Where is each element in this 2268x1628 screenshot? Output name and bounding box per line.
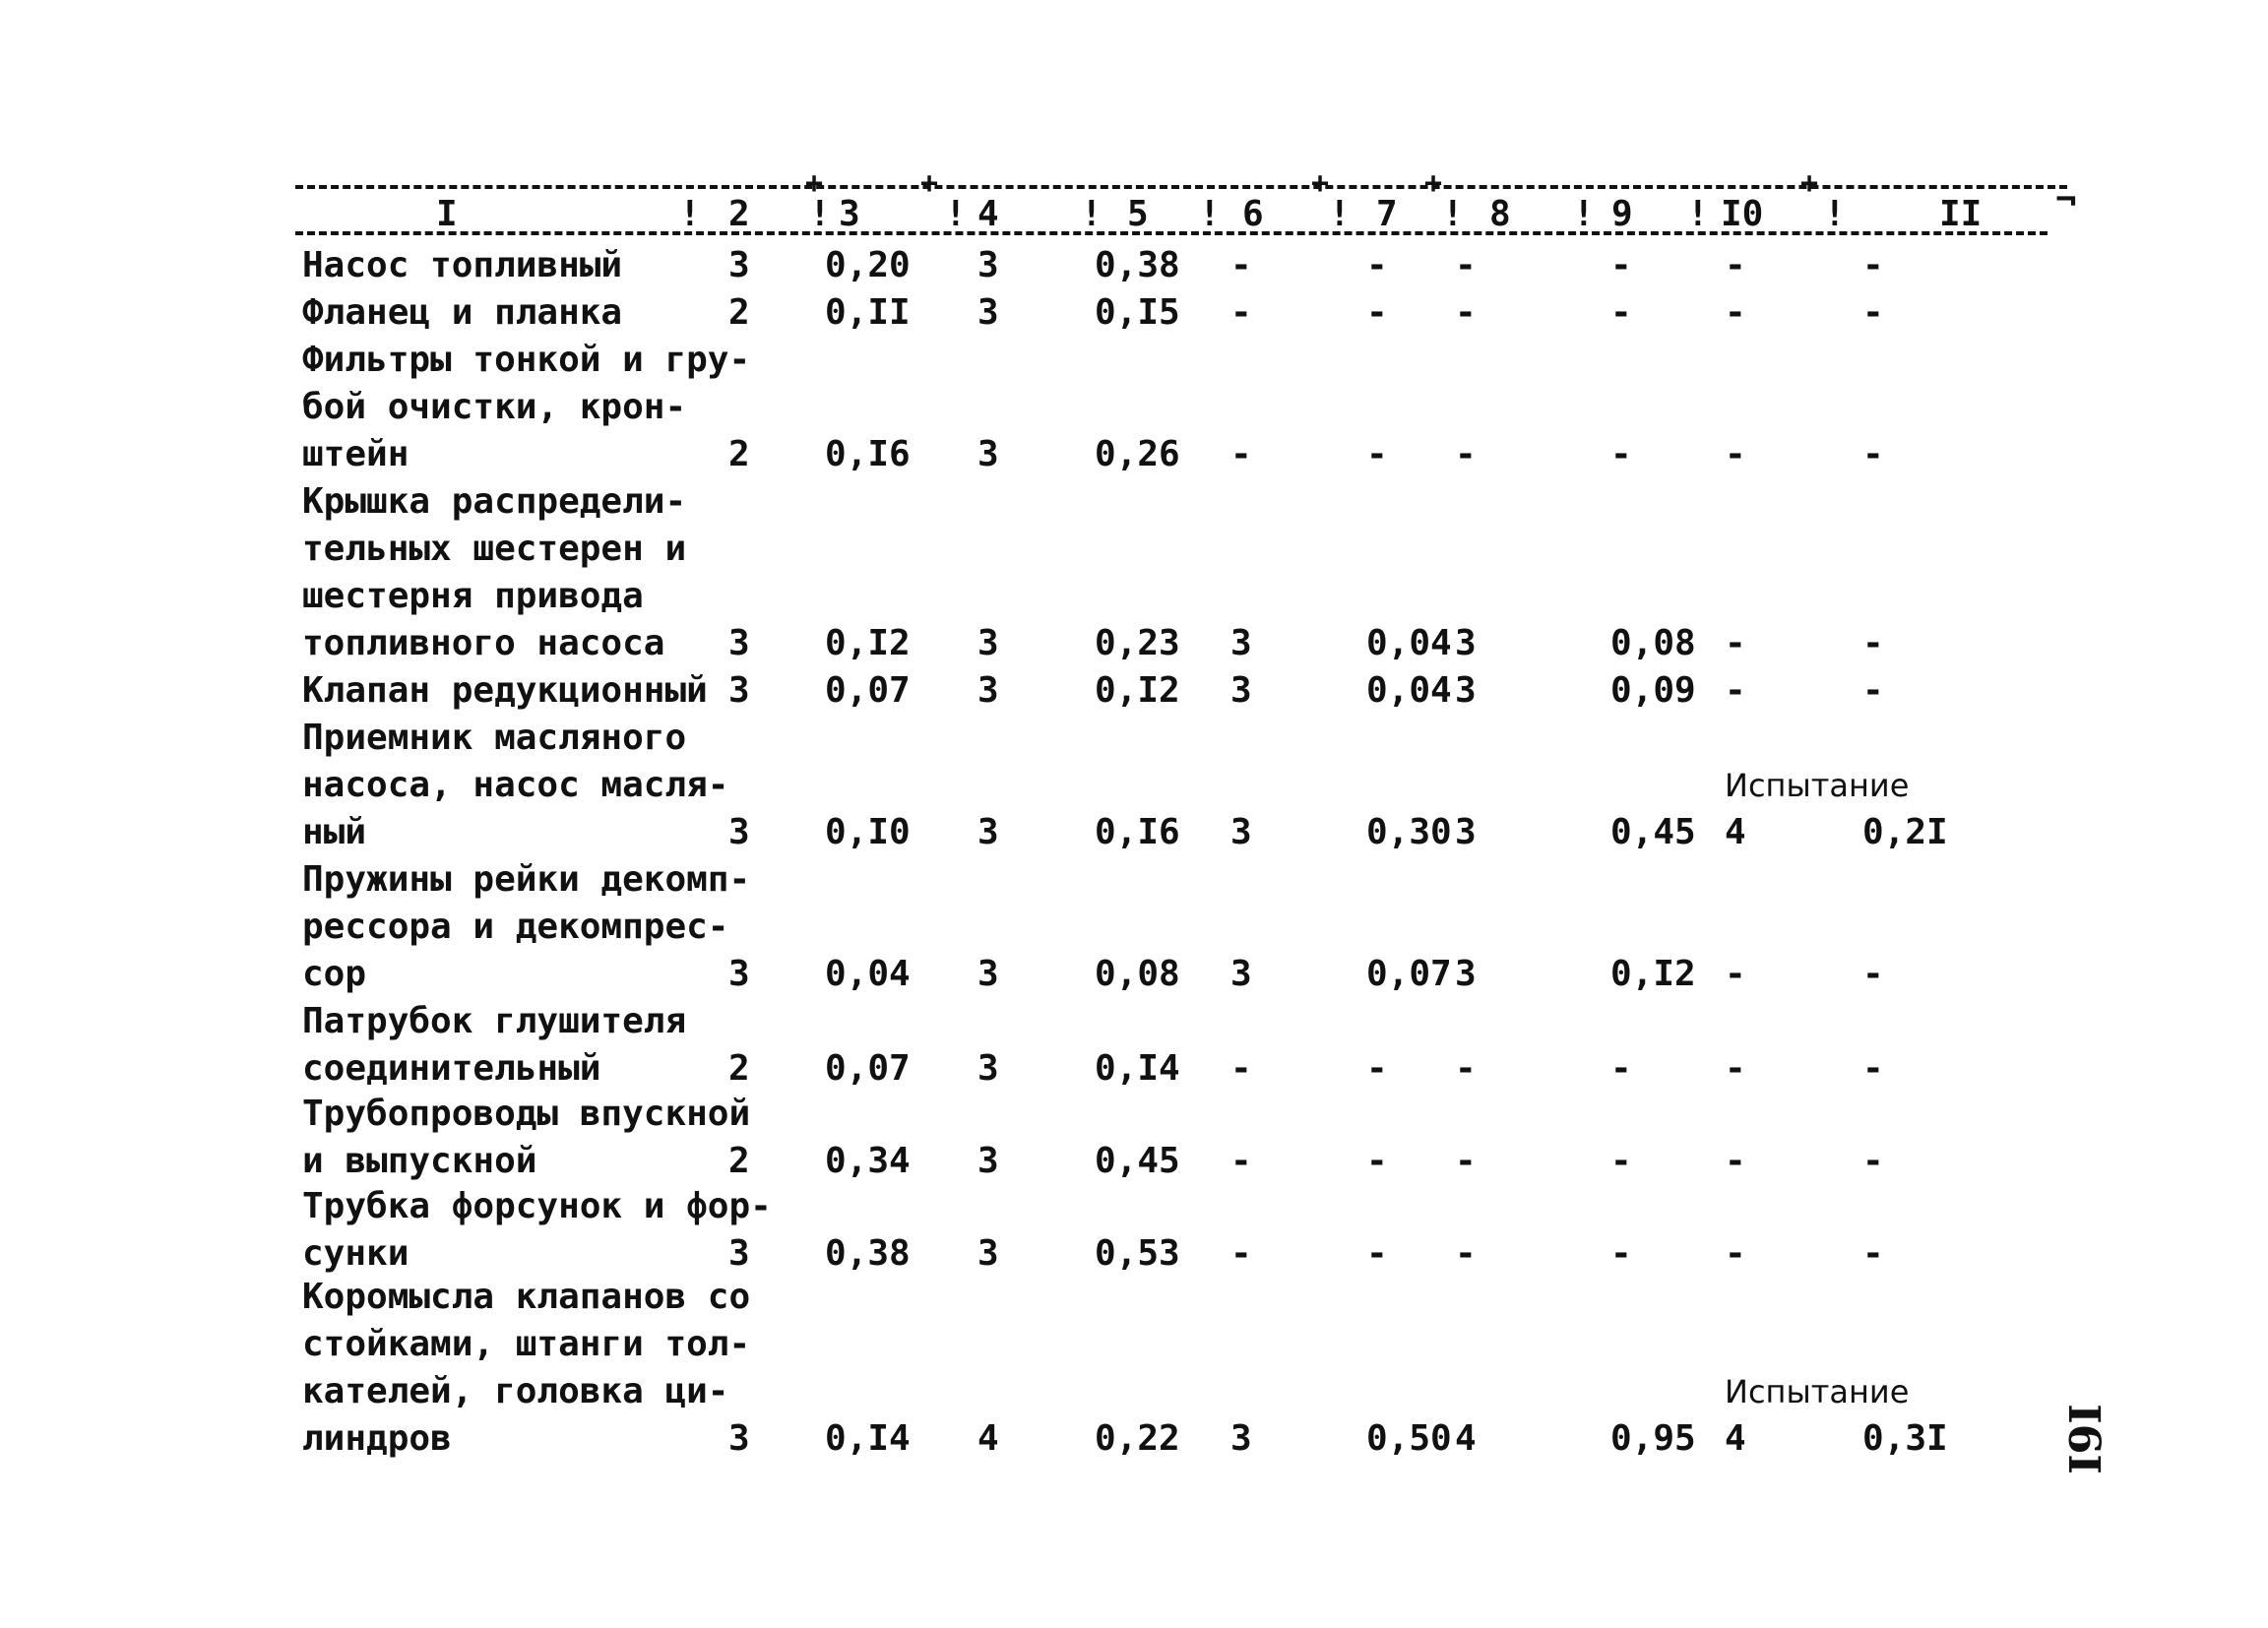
header-separator: ! [809, 194, 831, 234]
row-cell: - [1725, 434, 1746, 474]
row-cell: 3 [1230, 954, 1252, 994]
row-cell: - [1725, 670, 1746, 711]
row-cell: 2 [728, 292, 750, 333]
row-name-line: топливного насоса [302, 623, 665, 663]
row-name-line: Фильтры тонкой и гру- [302, 340, 751, 380]
header-separator: ! [1442, 194, 1464, 234]
row-cell: - [1862, 292, 1884, 333]
row-cell: - [1230, 1048, 1252, 1089]
row-cell: 3 [1230, 1418, 1252, 1459]
row-cell: 0,09 [1610, 670, 1696, 711]
row-cell: - [1455, 292, 1477, 333]
row-name-line: Пружины рейки декомп- [302, 859, 751, 900]
header-col-6: 6 [1242, 194, 1264, 234]
row-cell: 3 [977, 245, 999, 285]
row-name-line: сор [302, 954, 367, 994]
row-cell: 0,07 [825, 1048, 911, 1089]
header-col-1: I [436, 194, 458, 234]
row-name-line: тельных шестерен и [302, 529, 687, 569]
header-corner: ¬ [2055, 180, 2077, 220]
row-cell: - [1725, 954, 1746, 994]
row-cell: 0,34 [825, 1141, 911, 1181]
row-cell: 3 [728, 812, 750, 852]
row-name-line: штейн [302, 434, 410, 474]
row-cell: 0,08 [1610, 623, 1696, 663]
row-cell: 3 [1455, 954, 1477, 994]
row-cell: - [1230, 1233, 1252, 1274]
row-name-line: Клапан редукционный [302, 670, 708, 711]
row-cell: - [1862, 954, 1884, 994]
row-cell: 3 [728, 1418, 750, 1459]
row-cell: - [1725, 1141, 1746, 1181]
row-cell: - [1455, 434, 1477, 474]
row-cell: - [1862, 1233, 1884, 1274]
row-cell: 0,I2 [1610, 954, 1696, 994]
row-cell: 4 [977, 1418, 999, 1459]
row-cell: - [1455, 1233, 1477, 1274]
row-cell: 0,53 [1095, 1233, 1180, 1274]
row-cell: 0,30 [1366, 812, 1452, 852]
header-col-5: 5 [1127, 194, 1149, 234]
row-cell: - [1366, 1048, 1388, 1089]
row-cell: - [1455, 1141, 1477, 1181]
header-separator: ! [1329, 194, 1351, 234]
row-cell: 0,II [825, 292, 911, 333]
row-name-line: ный [302, 812, 367, 852]
row-cell: 4 [1455, 1418, 1477, 1459]
row-cell: 4 [1725, 812, 1746, 852]
row-cell: 2 [728, 1048, 750, 1089]
row-cell: 0,22 [1095, 1418, 1180, 1459]
row-cell: - [1862, 245, 1884, 285]
header-cross: + [920, 166, 939, 201]
row-cell: 0,I5 [1095, 292, 1180, 333]
row-cell: 0,38 [825, 1233, 911, 1274]
row-cell: 0,23 [1095, 623, 1180, 663]
header-col-10: I0 [1721, 194, 1764, 234]
header-col-7: 7 [1376, 194, 1398, 234]
row-cell: - [1366, 1141, 1388, 1181]
row-cell: 3 [977, 1048, 999, 1089]
row-cell: - [1366, 434, 1388, 474]
header-cross: + [1311, 166, 1330, 201]
row-cell: - [1366, 1233, 1388, 1274]
row-name-line: Трубопроводы впускной [302, 1094, 751, 1134]
row-name-line: сунки [302, 1233, 410, 1274]
row-cell: - [1230, 292, 1252, 333]
row-cell: 0,45 [1095, 1141, 1180, 1181]
row-cell: 0,07 [825, 670, 911, 711]
row-cell: 3 [728, 1233, 750, 1274]
row-name-line: насоса, насос масля- [302, 765, 729, 805]
row-cell: 3 [1230, 623, 1252, 663]
row-cell: - [1862, 623, 1884, 663]
header-cross: + [1800, 166, 1819, 201]
row-cell: - [1725, 245, 1746, 285]
row-name-line: и выпускной [302, 1141, 537, 1181]
row-cell: - [1725, 292, 1746, 333]
row-cell: - [1455, 245, 1477, 285]
header-separator: ! [1687, 194, 1709, 234]
row-cell: 3 [1230, 670, 1252, 711]
row-cell: 3 [728, 245, 750, 285]
row-name-line: соединительный [302, 1048, 601, 1089]
row-cell: 0,I6 [825, 434, 911, 474]
header-bottom-rule [295, 231, 2048, 235]
header-col-4: 4 [977, 194, 999, 234]
row-cell: 0,3I [1862, 1418, 1948, 1459]
row-cell: 3 [728, 954, 750, 994]
row-cell: 3 [977, 812, 999, 852]
row-name-line: линдров [302, 1418, 452, 1459]
header-separator: ! [1199, 194, 1221, 234]
header-separator: ! [679, 194, 701, 234]
header-col-2: 2 [728, 194, 750, 234]
header-col-3: 3 [839, 194, 860, 234]
row-cell: 0,08 [1095, 954, 1180, 994]
row-cell: 0,I6 [1095, 812, 1180, 852]
row-cell: - [1725, 1233, 1746, 1274]
row-cell: - [1230, 434, 1252, 474]
row-cell: 0,26 [1095, 434, 1180, 474]
row-cell: - [1230, 245, 1252, 285]
row-cell: 0,04 [1366, 670, 1452, 711]
row-cell: - [1610, 292, 1632, 333]
row-cell: 3 [977, 292, 999, 333]
row-name-line: кателей, головка ци- [302, 1371, 729, 1411]
row-cell: - [1610, 245, 1632, 285]
row-cell: - [1725, 1048, 1746, 1089]
row-cell: 0,I4 [825, 1418, 911, 1459]
row-note: Испытание [1725, 1373, 1910, 1410]
header-separator: ! [1824, 194, 1846, 234]
row-cell: 0,45 [1610, 812, 1696, 852]
row-cell: 0,I2 [825, 623, 911, 663]
header-col-11: II [1939, 194, 1983, 234]
row-cell: 0,I2 [1095, 670, 1180, 711]
page-number: I6I [2057, 1404, 2109, 1474]
row-name-line: Приемник масляного [302, 718, 687, 758]
row-cell: 3 [977, 1233, 999, 1274]
row-name-line: бой очистки, крон- [302, 387, 687, 427]
header-separator: ! [1081, 194, 1102, 234]
row-name-line: Насос топливный [302, 245, 623, 285]
row-cell: - [1366, 292, 1388, 333]
header-col-8: 8 [1489, 194, 1511, 234]
row-cell: 2 [728, 1141, 750, 1181]
row-name-line: Трубка форсунок и фор- [302, 1186, 772, 1226]
row-cell: 0,95 [1610, 1418, 1696, 1459]
row-name-line: Коромысла клапанов со [302, 1277, 751, 1317]
row-cell: 2 [728, 434, 750, 474]
row-cell: 3 [977, 1141, 999, 1181]
row-cell: - [1862, 434, 1884, 474]
row-cell: - [1610, 1233, 1632, 1274]
row-cell: - [1862, 670, 1884, 711]
row-name-line: Фланец и планка [302, 292, 623, 333]
row-cell: 0,04 [825, 954, 911, 994]
row-cell: 3 [1455, 812, 1477, 852]
row-cell: 3 [977, 670, 999, 711]
row-cell: - [1610, 1048, 1632, 1089]
row-cell: - [1230, 1141, 1252, 1181]
row-cell: - [1610, 434, 1632, 474]
row-cell: 4 [1725, 1418, 1746, 1459]
header-cross: + [805, 166, 824, 201]
header-separator: ! [945, 194, 967, 234]
row-cell: - [1862, 1141, 1884, 1181]
row-cell: 3 [1455, 670, 1477, 711]
row-name-line: Крышка распредели- [302, 481, 687, 522]
row-cell: 3 [977, 954, 999, 994]
row-note: Испытание [1725, 767, 1910, 804]
row-cell: 0,2I [1862, 812, 1948, 852]
row-cell: 0,38 [1095, 245, 1180, 285]
row-cell: - [1366, 245, 1388, 285]
row-cell: 3 [728, 670, 750, 711]
row-cell: 3 [1230, 812, 1252, 852]
row-cell: 0,I4 [1095, 1048, 1180, 1089]
row-name-line: Патрубок глушителя [302, 1001, 687, 1041]
header-separator: ! [1573, 194, 1595, 234]
row-cell: - [1725, 623, 1746, 663]
header-cross: + [1424, 166, 1443, 201]
row-cell: - [1455, 1048, 1477, 1089]
row-cell: 0,50 [1366, 1418, 1452, 1459]
header-col-9: 9 [1611, 194, 1633, 234]
row-cell: - [1610, 1141, 1632, 1181]
row-cell: 3 [1455, 623, 1477, 663]
row-name-line: шестерня привода [302, 576, 644, 616]
row-cell: 3 [977, 434, 999, 474]
row-name-line: рессора и декомпрес- [302, 907, 729, 947]
row-cell: 0,04 [1366, 623, 1452, 663]
row-name-line: стойками, штанги тол- [302, 1324, 751, 1364]
row-cell: 0,07 [1366, 954, 1452, 994]
row-cell: - [1862, 1048, 1884, 1089]
row-cell: 0,I0 [825, 812, 911, 852]
row-cell: 3 [977, 623, 999, 663]
row-cell: 0,20 [825, 245, 911, 285]
row-cell: 3 [728, 623, 750, 663]
